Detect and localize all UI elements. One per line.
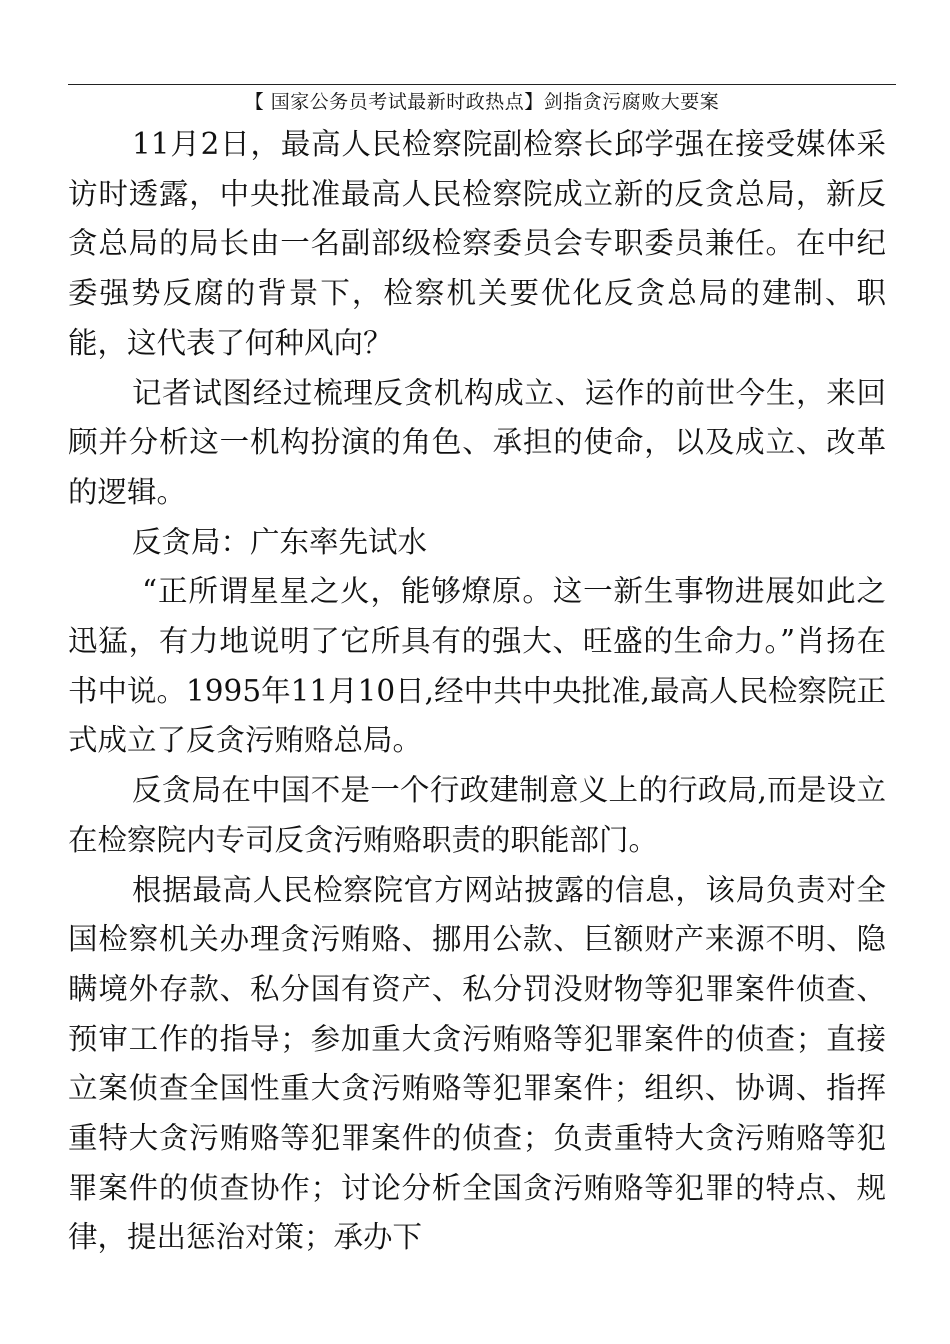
article-body [68, 120, 886, 1263]
paragraph-definition: 反贪局在中国不是一个行政建制意义上的行政局,而是设立在检察院内专司反贪污贿赂职责的职能部门。 [68, 773, 886, 857]
page-header-title: 【 国家公务员考试最新时政热点】剑指贪污腐败大要案 [244, 91, 720, 113]
header-rule [68, 84, 896, 85]
paragraph-quote: “正所谓星星之火，能够燎原。这一新生事物进展如此之迅猛，有力地说明了它所具有的强大、旺盛的生命力。”肖扬在书中说。1995年11月10日,经中共中央批准,最高人民检察院正式成立了反贪污贿赂总局。 [68, 574, 886, 758]
paragraph-reporter: 记者试图经过梳理反贪机构成立、运作的前世今生，来回顾并分析这一机构扮演的角色、承担的使命，以及成立、改革的逻辑。 [68, 375, 886, 509]
paragraph-duties: 根据最高人民检察院官方网站披露的信息，该局负责对全国检察机关办理贪污贿赂、挪用公款、巨额财产来源不明、隐瞒境外存款、私分国有资产、私分罚没财物等犯罪案件侦查、预审工作的指导；参加重大贪污贿赂等犯罪案件的侦查；直接立案侦查全国性重大贪污贿赂等犯罪案件；组织、协调、指挥重特大贪污贿赂等犯罪案件的侦查；负责重特大贪污贿赂等犯罪案件的侦查协作；讨论分析全国贪污贿赂等犯罪的特点、规律，提出惩治对策；承办下 [68, 872, 886, 1255]
section-heading: 反贪局：广东率先试水 [132, 524, 428, 559]
paragraph-intro: 11月2日，最高人民检察院副检察长邱学强在接受媒体采访时透露，中央批准最高人民检察院成立新的反贪总局，新反贪总局的局长由一名副部级检察委员会专职委员兼任。在中纪委强势反腐的背景下，检察机关要优化反贪总局的建制、职能，这代表了何种风向？ [68, 127, 886, 360]
